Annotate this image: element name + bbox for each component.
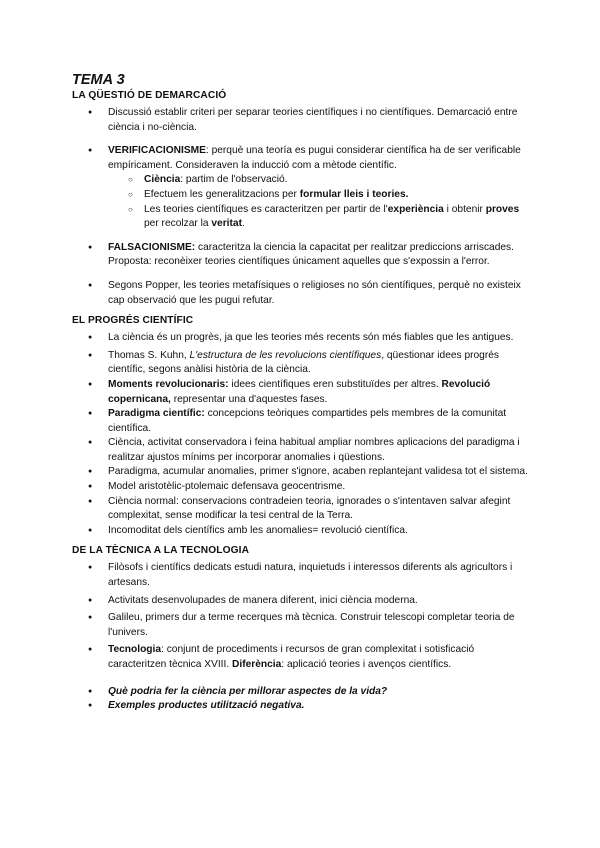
list-item: ● Filòsofs i científics dedicats estudi natura, inquietuds i interessos diferents als agricultors i artesans. <box>72 561 532 590</box>
sub-list <box>108 173 532 231</box>
list-item-falsacionisme: ● FALSACIONISME: caracteritza la ciencia la capacitat per realitzar prediccions arriscades. Proposta: reconèixer teories científiques únicament aquelles que s'expossin a l'error. <box>72 241 532 270</box>
list-item: ● Thomas S. Kuhn, L'estructura de les revolucions científiques, qüestionar idees progrés científic, segons anàlisi història de la ciència. <box>72 349 532 378</box>
section-list-demarcacio <box>72 106 532 308</box>
section-heading-progres: EL PROGRÉS CIENTÍFIC <box>72 315 194 327</box>
list-item: ● Activitats desenvolupades de manera diferent, inici ciència moderna. <box>72 594 532 609</box>
list-item-verificacionisme: ● VERIFICACIONISME: perquè una teoría es pugui considerar científica ha de ser verificable empíricament. Consideraven la inducció com a mètode científic. ○ Ciència: partim de l'observació. ○ Efectuem les generalitzacions per formular lleis i teories. ○ Les teories científiques es caracteritzen per partir de l'experiència i obtenir proves per recolzar la veritat. <box>72 144 532 232</box>
list-item: ● Model aristotèlic-ptolemaic defensava geocentrisme. <box>72 480 532 495</box>
list-item: ● Paradigma, acumular anomalies, primer s'ignore, acaben replantejant validesa tot el sistema. <box>72 465 532 480</box>
sub-list-item: ○ Efectuem les generalitzacions per formular lleis i teories. <box>108 188 532 203</box>
questions-list <box>72 685 532 714</box>
section-list-progres <box>72 331 532 538</box>
list-item: ● La ciència és un progrès, ja que les teories més recents són més fiables que les antigues. <box>72 331 532 346</box>
list-item: ● Paradigma científic: concepcions teòriques compartides pels membres de la comunitat científica. <box>72 407 532 436</box>
list-item: ● Moments revolucionaris: idees científiques eren substituïdes per altres. Revolució copernicana, representar una d'aquestes fases. <box>72 378 532 407</box>
list-item: ● Galileu, primers dur a terme recerques mà tècnica. Construir telescopi completar teoria de l'univers. <box>72 611 532 640</box>
sub-list-item: ○ Ciència: partim de l'observació. <box>108 173 532 188</box>
sub-list-item: ○ Les teories científiques es caracteritzen per partir de l'experiència i obtenir proves per recolzar la veritat. <box>108 203 532 232</box>
list-item: ● Ciència, activitat conservadora i feina habitual ampliar nombres aplicacions del paradigma i realitzar ajustos mínims per incorporar anomalies i qüestions. <box>72 436 532 465</box>
document-title: TEMA 3 <box>72 72 125 88</box>
question-item: ● Què podria fer la ciència per millorar aspectes de la vida? <box>72 685 532 700</box>
list-item: ● Segons Popper, les teories metafísiques o religioses no són científiques, perquè no existeix cap observació que les pugui refutar. <box>72 279 532 308</box>
section-heading-tecnologia: DE LA TÈCNICA A LA TECNOLOGIA <box>72 545 250 557</box>
section-heading-demarcacio: LA QÜESTIÓ DE DEMARCACIÓ <box>72 90 227 101</box>
list-item: ● Discussió establir criteri per separar teories científiques i no científiques. Demarcació entre ciència i no-ciència. <box>72 106 532 135</box>
list-item: ● Incomoditat dels científics amb les anomalies= revolució científica. <box>72 524 532 539</box>
section-list-tecnologia <box>72 561 532 672</box>
list-item: ● Ciència normal: conservacions contradeien teoria, ignorades o s'intentaven salvar afegint complexitat, sense modificar la tesi central de la Terra. <box>72 495 532 524</box>
document-content <box>72 72 532 714</box>
question-item: ● Exemples productes utilització negativa. <box>72 699 532 714</box>
list-item: ● Tecnologia: conjunt de procediments i recursos de gran complexitat i sotisficació caracteritzen tècnica XVIII. Diferència: aplicació teories i avenços científics. <box>72 643 532 672</box>
